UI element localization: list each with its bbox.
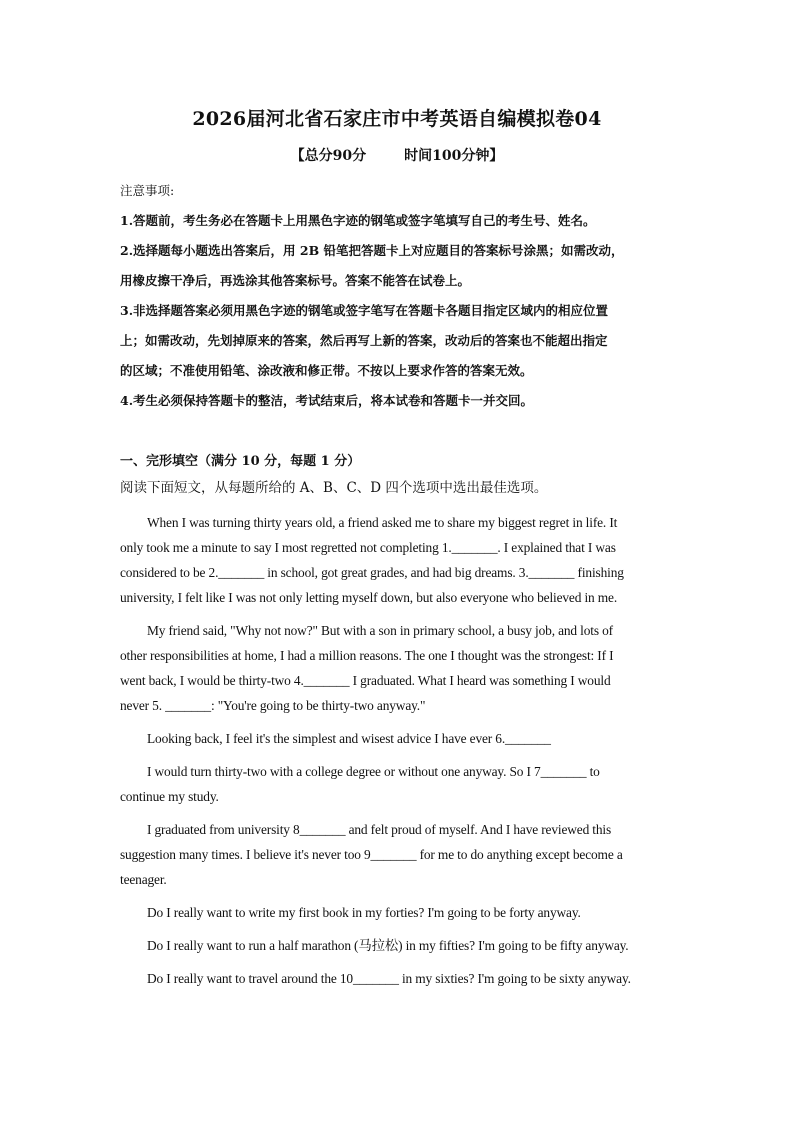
exam-time: 时间100分钟】 — [404, 148, 504, 164]
passage-line: Looking back, I feel it's the simplest and wisest advice I have ever 6._______ — [147, 731, 551, 746]
passage-line: Do I really want to write my first book in my forties? I'm going to be forty anyway. — [147, 905, 581, 920]
passage-line: My friend said, "Why not now?" But with a son in primary school, a busy job, and lots of — [147, 623, 613, 638]
passage-line: suggestion many times. I believe it's never too 9_______ for me to do anything except become a — [120, 847, 623, 862]
section-directions: 阅读下面短文，从每题所给的 A、B、C、D 四个选项中选出最佳选项。 — [120, 480, 548, 496]
passage-line: only took me a minute to say I most regretted not completing 1._______. I explained that I was — [120, 540, 616, 555]
exam-score-time — [0, 145, 794, 165]
passage-line: continue my study. — [120, 789, 219, 804]
passage-line: went back, I would be thirty-two 4._______ I graduated. What I heard was something I would — [120, 673, 611, 688]
section-heading: 一、完形填空（满分 10 分，每题 1 分） — [120, 454, 361, 469]
passage-line: teenager. — [120, 872, 167, 887]
instruction-line: 2.选择题每小题选出答案后，用 2B 铅笔把答题卡上对应题目的答案标号涂黑；如需改动， — [120, 243, 624, 258]
instructions-heading: 注意事项: — [120, 183, 175, 198]
instruction-line: 上；如需改动，先划掉原来的答案，然后再写上新的答案，改动后的答案也不能超出指定 — [120, 333, 608, 348]
instruction-line: 1.答题前，考生务必在答题卡上用黑色字迹的钢笔或签字笔填写自己的考生号、姓名。 — [120, 213, 596, 228]
passage-line: Do I really want to run a half marathon (马拉松) in my fifties? I'm going to be fifty anyway. — [147, 938, 629, 953]
passage-line: Do I really want to travel around the 10_______ in my sixties? I'm going to be sixty anyway. — [147, 971, 631, 986]
exam-title: 2026届河北省石家庄市中考英语自编模拟卷04 — [192, 108, 602, 130]
passage-line: considered to be 2._______ in school, got great grades, and had big dreams. 3._______ finishing — [120, 565, 624, 580]
instructions — [120, 176, 680, 416]
cloze-passage — [120, 510, 680, 991]
instruction-line: 3.非选择题答案必须用黑色字迹的钢笔或签字笔写在答题卡各题目指定区域内的相应位置 — [120, 303, 609, 318]
passage-line: university, I felt like I was not only letting myself down, but also everyone who believed in me. — [120, 590, 618, 605]
passage-line: other responsibilities at home, I had a million reasons. The one I thought was the strongest: If I — [120, 648, 614, 663]
passage-line: I would turn thirty-two with a college degree or without one anyway. So I 7_______ to — [147, 764, 600, 779]
total-score: 【总分90分 — [290, 148, 367, 164]
passage-line: never 5. _______: "You're going to be thirty-two anyway." — [120, 698, 426, 713]
passage-line: I graduated from university 8_______ and felt proud of myself. And I have reviewed this — [147, 822, 612, 837]
instruction-line: 的区域；不准使用铅笔、涂改液和修正带。不按以上要求作答的答案无效。 — [120, 363, 533, 378]
passage-line: When I was turning thirty years old, a friend asked me to share my biggest regret in life. It — [147, 515, 618, 530]
instruction-line: 4.考生必须保持答题卡的整洁，考试结束后，将本试卷和答题卡一并交回。 — [120, 393, 534, 408]
instruction-line: 用橡皮擦干净后，再选涂其他答案标号。答案不能答在试卷上。 — [120, 273, 471, 288]
